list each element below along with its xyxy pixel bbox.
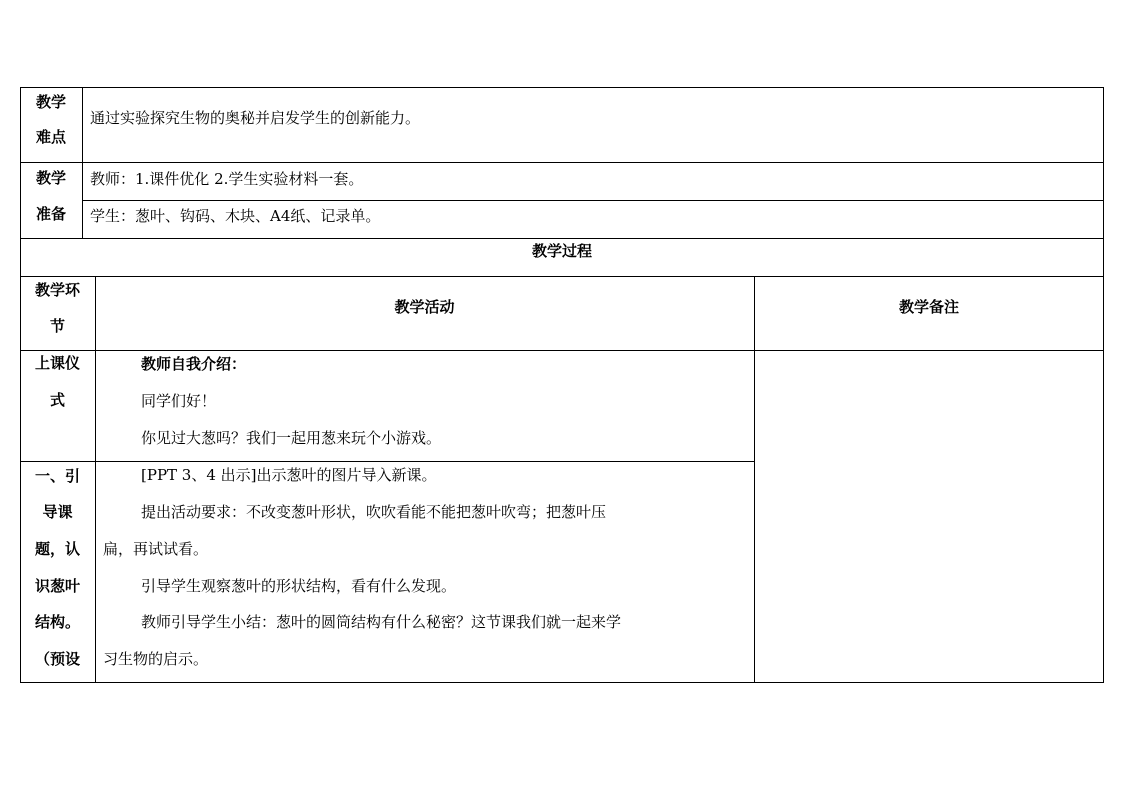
activity-line: 引导学生观察葱叶的形状结构，看有什么发现。 bbox=[141, 577, 457, 595]
activity-line: 你见过大葱吗？我们一起用葱来玩个小游戏。 bbox=[141, 429, 442, 447]
activity-line: 同学们好！ bbox=[141, 392, 217, 410]
notes-cell bbox=[755, 351, 1103, 682]
stage-guide-line: 一、引 bbox=[34, 467, 80, 485]
activity-line: 提出活动要求：不改变葱叶形状，吹吹看能不能把葱叶吹弯；把葱叶压 bbox=[141, 503, 607, 521]
table-rule bbox=[20, 238, 1104, 239]
table-border-bottom bbox=[20, 682, 1104, 683]
table-rule bbox=[20, 276, 1104, 277]
table-col-rule bbox=[95, 276, 96, 682]
preparation-label-line-2: 准备 bbox=[35, 205, 66, 223]
activity-line: 习生物的启示。 bbox=[103, 650, 209, 668]
col-header-notes: 教学备注 bbox=[898, 298, 959, 316]
col-header-stage-line-2: 节 bbox=[49, 317, 65, 335]
table-border-right bbox=[1103, 87, 1104, 683]
stage-guide-line: 识葱叶 bbox=[34, 577, 80, 595]
table-rule bbox=[20, 461, 755, 462]
activity-line: 教师自我介绍： bbox=[141, 355, 247, 373]
activity-line: [PPT 3、4 出示]出示葱叶的图片导入新课。 bbox=[141, 466, 437, 484]
preparation-label-line-1: 教学 bbox=[35, 169, 66, 187]
table-border-top bbox=[20, 87, 1104, 88]
stage-guide-line: （预设 bbox=[34, 650, 80, 668]
activity-line: 扁，再试试看。 bbox=[103, 540, 209, 558]
table-col-rule bbox=[82, 87, 83, 238]
difficulty-label-line-2: 难点 bbox=[35, 128, 66, 146]
difficulty-label-line-1: 教学 bbox=[35, 93, 66, 111]
table-rule bbox=[20, 162, 1104, 163]
stage-guide-line: 导课 bbox=[42, 503, 73, 521]
col-header-stage-line-1: 教学环 bbox=[34, 281, 80, 299]
col-header-activity: 教学活动 bbox=[394, 298, 455, 316]
difficulty-content: 通过实验探究生物的奥秘并启发学生的创新能力。 bbox=[90, 109, 421, 127]
stage-guide-line: 结构。 bbox=[34, 613, 80, 631]
stage-guide-line: 题，认 bbox=[34, 540, 80, 558]
stage-intro-line-1: 上课仪 bbox=[34, 354, 80, 372]
activity-line: 教师引导学生小结：葱叶的圆筒结构有什么秘密？这节课我们就一起来学 bbox=[141, 613, 622, 631]
stage-intro-line-2: 式 bbox=[49, 391, 65, 409]
table-rule bbox=[82, 200, 1104, 201]
preparation-student: 学生：葱叶、钩码、木块、A4纸、记录单。 bbox=[90, 207, 381, 225]
preparation-teacher: 教师：1.课件优化 2.学生实验材料一套。 bbox=[90, 170, 364, 188]
process-title: 教学过程 bbox=[531, 242, 592, 260]
